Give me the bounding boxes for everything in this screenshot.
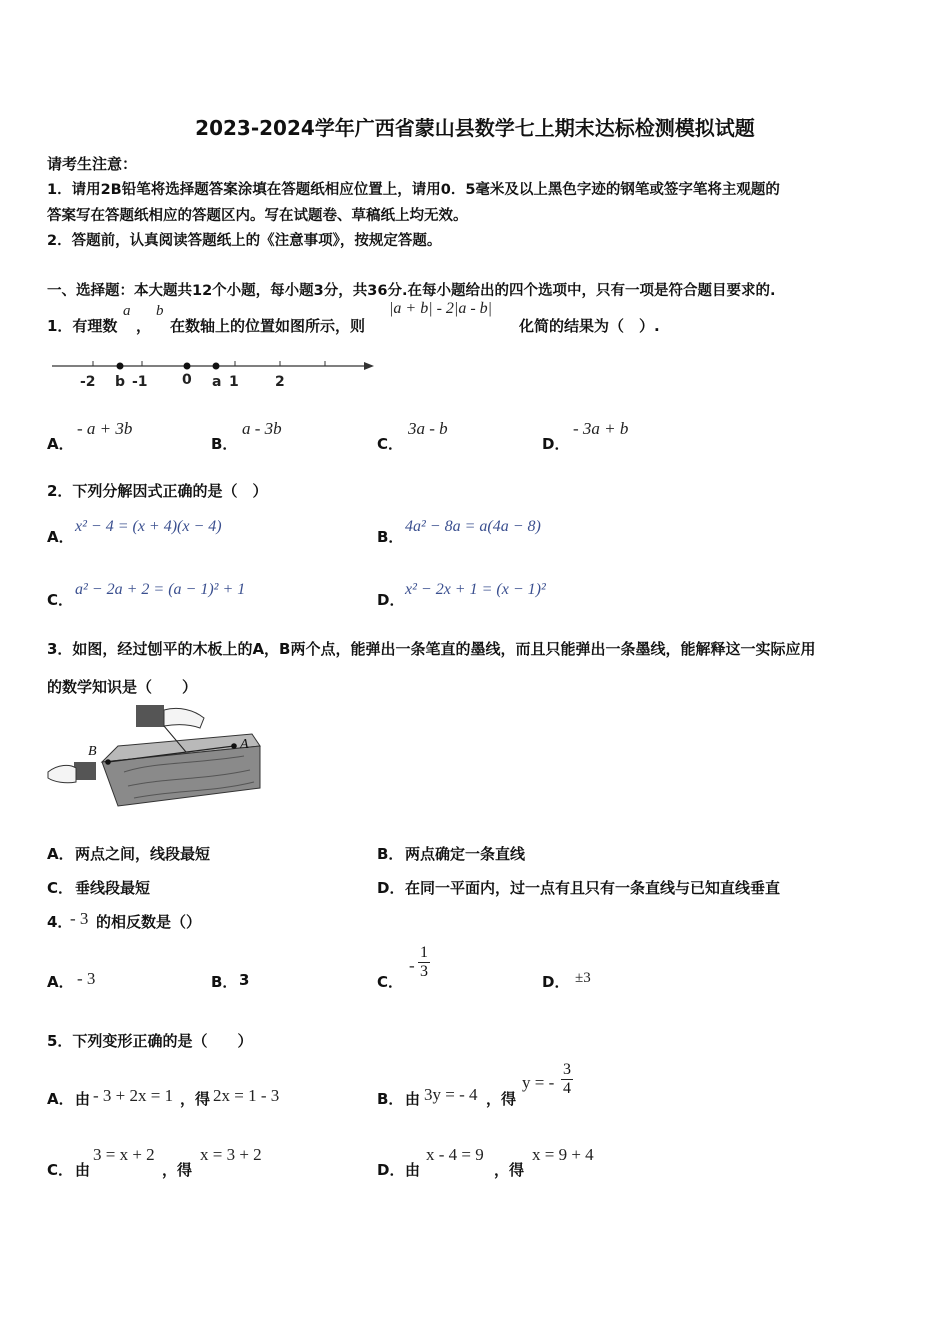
q2-option-c-letter[interactable]: C． bbox=[47, 591, 74, 609]
q1-option-a-expr: - a + 3b bbox=[77, 419, 133, 438]
q1-option-a-letter[interactable]: A． bbox=[47, 435, 74, 453]
point-a bbox=[213, 363, 220, 370]
notice-heading: 请考生注意： bbox=[47, 155, 138, 173]
left-sleeve bbox=[74, 762, 96, 780]
q3-stem-line1: 3．如图，经过刨平的木板上的A，B两个点，能弹出一条笔直的墨线，而且只能弹出一条墨线，能解释这一实际应用 bbox=[47, 640, 816, 658]
q2-option-b-expr: 4a² − 8a = a(4a − 8) bbox=[405, 518, 541, 535]
q5-b-text1: 由 bbox=[405, 1090, 421, 1108]
q5-option-a-letter[interactable]: A． bbox=[47, 1090, 74, 1108]
axis-label-zero: 0 bbox=[182, 372, 192, 388]
q1-stem-part1: 1．有理数 bbox=[47, 317, 118, 335]
q5-b-numerator: 3 bbox=[563, 1061, 571, 1078]
q5-stem: 5．下列变形正确的是（ ） bbox=[47, 1032, 253, 1050]
axis-label-a: a bbox=[212, 374, 222, 390]
q2-option-d-expr: x² − 2x + 1 = (x − 1)² bbox=[405, 581, 546, 598]
q5-d-text2: ，得 bbox=[494, 1161, 525, 1179]
label-b: B bbox=[88, 744, 97, 759]
q1-option-b-letter[interactable]: B． bbox=[211, 435, 238, 453]
q2-option-c-expr: a² − 2a + 2 = (a − 1)² + 1 bbox=[75, 581, 246, 598]
point-b-figure bbox=[105, 759, 111, 765]
q5-c-expr2: x = 3 + 2 bbox=[200, 1145, 262, 1164]
q1-option-d-expr: - 3a + b bbox=[573, 419, 629, 438]
q4-option-c-sign: - bbox=[409, 956, 415, 975]
number-line-arrow bbox=[364, 362, 374, 370]
left-hand bbox=[48, 765, 76, 782]
label-a: A bbox=[240, 737, 249, 752]
q5-d-expr1: x - 4 = 9 bbox=[426, 1145, 484, 1164]
q5-d-text1: 由 bbox=[405, 1161, 421, 1179]
q5-c-text1: 由 bbox=[75, 1161, 91, 1179]
q4-option-d-letter[interactable]: D． bbox=[542, 973, 570, 991]
q1-option-b-expr: a - 3b bbox=[242, 419, 282, 438]
q1-option-d-letter[interactable]: D． bbox=[542, 435, 570, 453]
q1-var-b: b bbox=[156, 303, 164, 319]
q4-option-a-value: - 3 bbox=[77, 969, 96, 988]
q5-c-text2: ，得 bbox=[162, 1161, 193, 1179]
top-hand bbox=[164, 708, 204, 728]
q4-value: - 3 bbox=[70, 909, 89, 928]
q5-b-expr2: y = - bbox=[522, 1073, 555, 1092]
top-sleeve bbox=[136, 705, 164, 727]
point-zero bbox=[184, 363, 191, 370]
point-b bbox=[117, 363, 124, 370]
section-heading: 一、选择题：本大题共12个小题，每小题3分，共36分.在每小题给出的四个选项中，只有一项是符合题目要求的. bbox=[47, 283, 776, 299]
q3-option-b-letter[interactable]: B． bbox=[377, 845, 404, 863]
q2-option-d-letter[interactable]: D． bbox=[377, 591, 405, 609]
axis-label-minus2: -2 bbox=[80, 374, 96, 390]
q5-b-denominator: 4 bbox=[563, 1080, 571, 1097]
q4-c-numerator: 1 bbox=[420, 944, 428, 961]
q4-c-denominator: 3 bbox=[420, 963, 428, 980]
q3-option-b-text: 两点确定一条直线 bbox=[405, 845, 526, 863]
q3-option-a-text: 两点之间，线段最短 bbox=[75, 845, 211, 863]
q2-option-a-expr: x² − 4 = (x + 4)(x − 4) bbox=[75, 518, 222, 535]
q5-b-text2: ，得 bbox=[486, 1090, 517, 1108]
q4-option-d-value: ±3 bbox=[575, 970, 591, 986]
q3-option-c-letter[interactable]: C． bbox=[47, 879, 74, 897]
q1-option-c-expr: 3a - b bbox=[408, 419, 448, 438]
axis-label-2: 2 bbox=[275, 374, 285, 390]
q3-option-c-text: 垂线段最短 bbox=[75, 879, 151, 897]
q1-expression: |a + b| - 2|a - b| bbox=[389, 300, 493, 317]
axis-label-b: b bbox=[115, 374, 126, 390]
q4-number: 4． bbox=[47, 913, 73, 931]
q1-option-c-letter[interactable]: C． bbox=[377, 435, 404, 453]
notice-line2: 2．答题前，认真阅读答题纸上的《注意事项》，按规定答题。 bbox=[47, 233, 442, 249]
axis-label-minus1: -1 bbox=[132, 374, 148, 390]
q5-a-text1: 由 bbox=[75, 1090, 91, 1108]
q5-option-d-letter[interactable]: D． bbox=[377, 1161, 405, 1179]
q5-b-expr1: 3y = - 4 bbox=[424, 1085, 478, 1104]
q5-option-b-letter[interactable]: B． bbox=[377, 1090, 404, 1108]
q5-a-expr2: 2x = 1 - 3 bbox=[213, 1086, 280, 1105]
q5-d-expr2: x = 9 + 4 bbox=[532, 1145, 594, 1164]
notice-line1: 1．请用2B铅笔将选择题答案涂填在答题纸相应位置上，请用0．5毫米及以上黑色字迹的钢笔或签字笔将主观题的 bbox=[47, 182, 780, 198]
q1-var-a: a bbox=[123, 303, 131, 319]
q4-option-b-letter[interactable]: B． bbox=[211, 973, 238, 991]
point-a-figure bbox=[231, 743, 237, 749]
q3-option-a-letter[interactable]: A． bbox=[47, 845, 74, 863]
q5-b-fraction bbox=[561, 1061, 573, 1098]
q2-option-a-letter[interactable]: A． bbox=[47, 528, 74, 546]
q5-option-c-letter[interactable]: C． bbox=[47, 1161, 74, 1179]
q3-option-d-text: 在同一平面内，过一点有且只有一条直线与已知直线垂直 bbox=[405, 879, 781, 897]
q4-stem: 的相反数是（） bbox=[96, 913, 202, 931]
notice-line1b: 答案写在答题纸相应的答题区内。写在试题卷、草稿纸上均无效。 bbox=[47, 208, 468, 224]
q3-stem-line2: 的数学知识是（ ） bbox=[47, 678, 198, 696]
wood-board-figure bbox=[44, 702, 274, 812]
number-line bbox=[48, 352, 378, 392]
q4-option-a-letter[interactable]: A． bbox=[47, 973, 74, 991]
q4-option-c-fraction bbox=[418, 944, 430, 981]
q1-sep: ， bbox=[136, 317, 152, 335]
q5-a-expr1: - 3 + 2x = 1 bbox=[93, 1086, 174, 1105]
q1-stem-part3: 化简的结果为（ ）. bbox=[519, 317, 660, 335]
q2-stem: 2．下列分解因式正确的是（ ） bbox=[47, 482, 268, 500]
page-title: 2023-2024学年广西省蒙山县数学七上期末达标检测模拟试题 bbox=[195, 116, 755, 140]
q3-option-d-letter[interactable]: D． bbox=[377, 879, 405, 897]
q4-option-b-value: 3 bbox=[239, 971, 250, 989]
q2-option-b-letter[interactable]: B． bbox=[377, 528, 404, 546]
axis-label-1: 1 bbox=[229, 374, 239, 390]
q5-c-expr1: 3 = x + 2 bbox=[93, 1145, 155, 1164]
q4-option-c-letter[interactable]: C． bbox=[377, 973, 404, 991]
q5-a-text2: ，得 bbox=[180, 1090, 211, 1108]
q1-stem-part2: 在数轴上的位置如图所示，则 bbox=[170, 317, 366, 335]
